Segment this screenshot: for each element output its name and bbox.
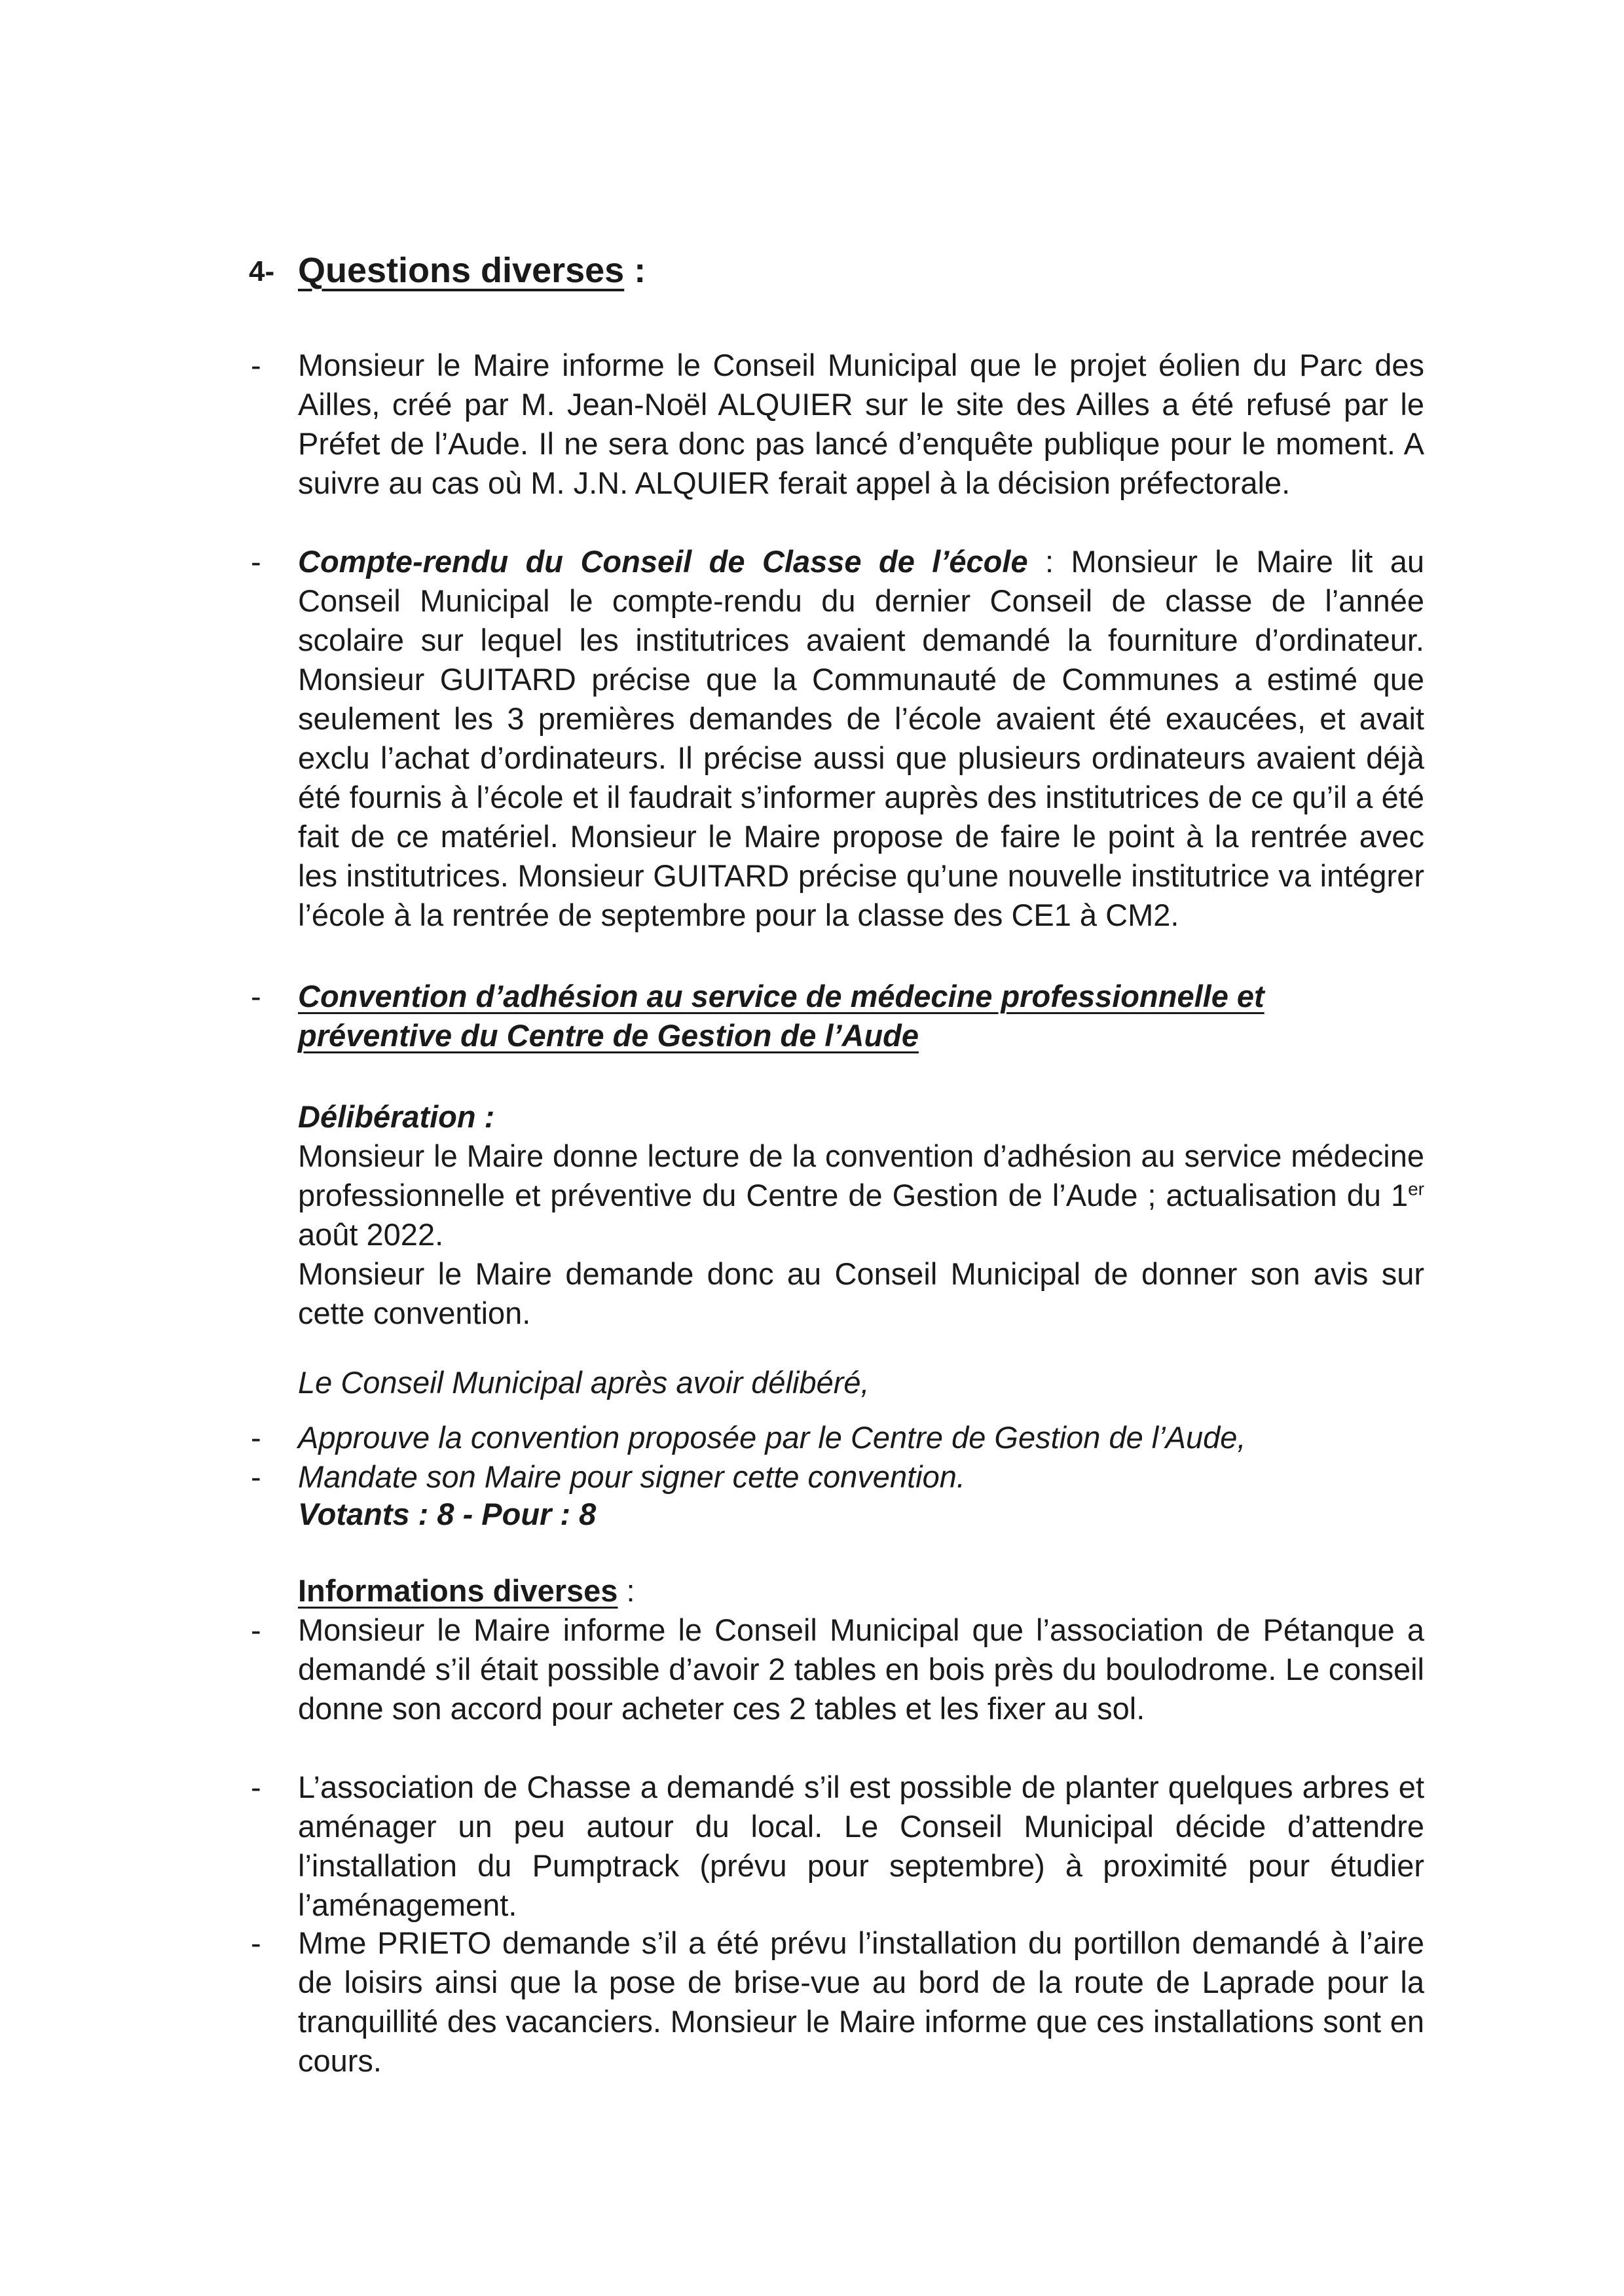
info-item-text: Mme PRIETO demande s’il a été prévu l’installation du portillon demandé à l’aire de loisirs ainsi que la pose de brise-vue au bord de la route de Laprade pour la tranquillité des vacanciers. Monsieur le Maire informe que ces installations sont en cours.: [298, 1925, 1424, 2078]
info-heading: [298, 1571, 1424, 1611]
section-title: [298, 247, 646, 293]
item-conseil-classe-body: : Monsieur le Maire lit au Conseil Municipal le compte-rendu du dernier Conseil de classe de l’année scolaire sur lequel les institutrices avaient demandé la fourniture d’ordinateur. Monsieur GUITARD précise que la Communauté de Communes a estimé que seulement les 3 premières demandes de l’école avaient été exaucées, et avait exclu l’achat d’ordinateurs. Il précise aussi que plusieurs ordinateurs avaient déjà été fournis à l’école et il faudrait s’informer auprès des institutrices de ce qu’il a été fait de ce matériel. Monsieur le Maire propose de faire le point à la rentrée avec les institutrices. Monsieur GUITARD précise qu’une nouvelle institutrice va intégrer l’école à la rentrée de septembre pour la classe des CE1 à CM2.: [298, 544, 1424, 932]
bullet-dash: -: [251, 348, 261, 382]
deliberation-p1-text: Monsieur le Maire donne lecture de la convention d’adhésion au service médecine professionnelle et préventive du Centre de Gestion de l’Aude ; actualisation du 1: [298, 1139, 1424, 1212]
info-item: [298, 1923, 1424, 2081]
bullet-dash: -: [251, 544, 261, 579]
info-item-text: L’association de Chasse a demandé s’il est possible de planter quelques arbres et aménager un peu autour du local. Le Conseil Municipal décide d’attendre l’installation du Pumptrack (prévu pour septembre) à proximité pour étudier l’aménagement.: [298, 1770, 1424, 1922]
deliberation-after: Le Conseil Municipal après avoir délibéré,: [298, 1365, 870, 1400]
deliberation-paragraph-2: Monsieur le Maire demande donc au Conseil Municipal de donner son avis sur cette convention.: [298, 1256, 1424, 1330]
bullet-dash: -: [251, 1459, 261, 1494]
bullet-dash: -: [251, 1420, 261, 1455]
info-item: [298, 1611, 1424, 1728]
bullet-dash: -: [251, 1613, 261, 1647]
deliberation-paragraph-1: [298, 1137, 1424, 1254]
item-eolien-text: Monsieur le Maire informe le Conseil Municipal que le projet éolien du Parc des Ailles, créé par M. Jean-Noël ALQUIER sur le site des Ailles a été refusé par le Préfet de l’Aude. Il ne sera donc pas lancé d’enquête publique pour le moment. A suivre au cas où M. J.N. ALQUIER ferait appel à la décision préfectorale.: [298, 348, 1424, 500]
info-item-text: Monsieur le Maire informe le Conseil Municipal que l’association de Pétanque a demandé s’il était possible d’avoir 2 tables en bois près du boulodrome. Le conseil donne son accord pour acheter ces 2 tables et les fixer au sol.: [298, 1613, 1424, 1726]
deliberation-p1-end: août 2022.: [298, 1217, 444, 1252]
section-number: 4-: [249, 255, 275, 287]
item-conseil-classe: [298, 542, 1424, 935]
info-colon: :: [618, 1573, 635, 1608]
vote-result: Votants : 8 - Pour : 8: [298, 1497, 597, 1531]
deliberation-block: [298, 1097, 1424, 1333]
info-title: Informations diverses: [298, 1573, 618, 1608]
item-conseil-classe-text: [298, 542, 1424, 935]
bullet-dash: -: [251, 1770, 261, 1804]
section-title-text: Questions diverses: [298, 251, 625, 290]
item-conseil-classe-title: Compte-rendu du Conseil de Classe de l’école: [298, 544, 1028, 579]
item-convention-title: Convention d’adhésion au service de médecine professionnelle et préventive du Centre de Gestion de l’Aude: [298, 979, 1264, 1053]
item-eolien: [298, 346, 1424, 503]
info-item: [298, 1768, 1424, 1925]
deliberation-label: Délibération :: [298, 1099, 495, 1134]
deliberation-point-1: Approuve la convention proposée par le Centre de Gestion de l’Aude,: [298, 1420, 1246, 1455]
item-convention: [298, 977, 1424, 1055]
bullet-dash: -: [251, 1925, 261, 1960]
deliberation-p1-sup: er: [1408, 1178, 1424, 1199]
bullet-dash: -: [251, 979, 261, 1013]
section-title-colon: :: [624, 251, 646, 290]
deliberation-point-2: Mandate son Maire pour signer cette convention.: [298, 1459, 965, 1494]
